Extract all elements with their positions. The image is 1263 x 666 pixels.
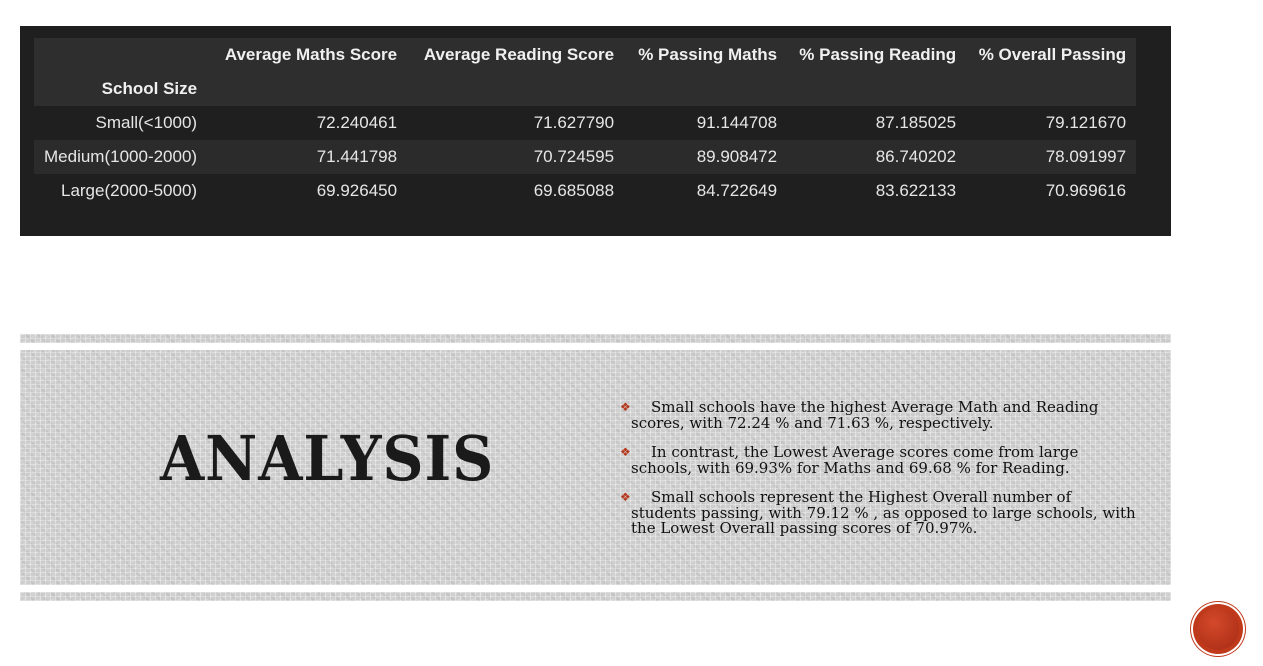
table-cell: 69.685088 [533,181,615,200]
diamond-bullet-icon: ❖ [620,400,631,414]
table-cell: 71.627790 [533,113,615,132]
table-cell: 69.926450 [316,181,398,200]
header-blank-cell [207,72,407,106]
table-cell: 89.908472 [696,147,778,166]
list-item [620,400,1140,431]
row-label: Small(<1000) [95,113,198,132]
column-header: % Passing Maths [638,45,778,64]
row-label: Large(2000-5000) [60,181,198,200]
header-blank-cell [787,72,966,106]
table-row [34,174,1136,208]
bullet-text: Small schools represent the Highest Overall number of students passing, with 79.12 % , as opposed to large schools, with the Lowest Overall passing scores of 70.97%. [631,488,1136,537]
circle-icon [1197,608,1239,650]
data-table-panel [20,26,1171,236]
list-item [620,490,1140,537]
index-name-header: School Size [101,79,198,98]
analysis-title: ANALYSIS [160,422,495,495]
slide-nav-button[interactable] [1193,604,1243,654]
diamond-bullet-icon: ❖ [620,445,631,459]
header-blank-cell [966,72,1136,106]
table-cell: 83.622133 [875,181,957,200]
table-cell: 71.441798 [316,147,398,166]
texture-divider-top [20,334,1171,343]
school-size-table [34,38,1136,208]
table-cell: 87.185025 [875,113,957,132]
index-name-row [34,72,1136,106]
bullet-text: In contrast, the Lowest Average scores come from large schools, with 69.93% for Maths and 69.68 % for Reading. [631,443,1079,477]
table-cell: 84.722649 [696,181,778,200]
column-header: Average Maths Score [224,45,398,64]
header-blank-cell [407,72,624,106]
table-cell: 79.121670 [1045,113,1127,132]
column-header: % Overall Passing [978,45,1127,64]
column-header: % Passing Reading [799,45,957,64]
diamond-bullet-icon: ❖ [620,490,631,504]
header-blank-cell [34,38,207,72]
analysis-band [20,350,1171,585]
column-header: Average Reading Score [423,45,615,64]
row-label: Medium(1000-2000) [44,147,198,166]
table-cell: 70.724595 [533,147,615,166]
table-cell: 70.969616 [1045,181,1127,200]
table-row [34,106,1136,140]
table-cell: 72.240461 [316,113,398,132]
table-cell: 91.144708 [696,113,778,132]
table-header-row [34,38,1136,72]
table-cell: 78.091997 [1045,147,1127,166]
list-item [620,445,1140,476]
table-row [34,140,1136,174]
header-blank-cell [624,72,787,106]
texture-divider-bottom [20,592,1171,601]
bullet-text: Small schools have the highest Average Math and Reading scores, with 72.24 % and 71.63 %, respectively. [631,398,1099,432]
analysis-bullet-list [620,400,1140,551]
table-cell: 86.740202 [875,147,957,166]
